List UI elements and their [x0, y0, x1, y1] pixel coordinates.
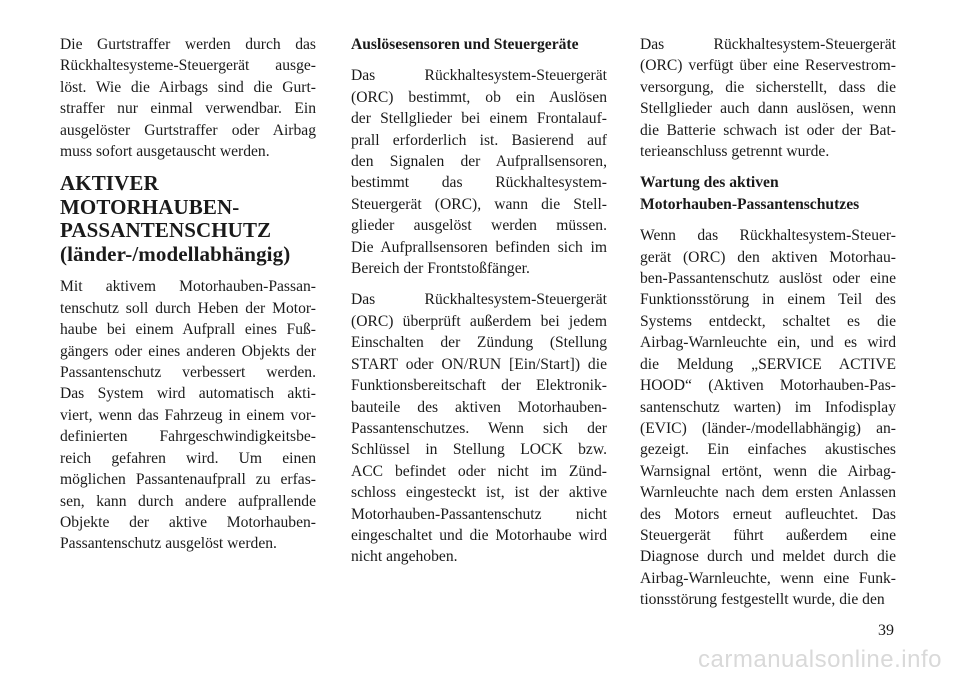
text-line: Einschalten der Zündung (Stellung [351, 334, 607, 352]
text-line: bestimmt das Rückhaltesystem- [351, 174, 607, 192]
text-line: prall erforderlich ist. Basierend auf [351, 131, 607, 149]
text-line: (ORC) verfügt über eine Reservestrom- [640, 57, 896, 75]
intro-paragraph [60, 276, 316, 554]
text-line: Steuergerät führt außerdem eine [640, 526, 896, 544]
text-line: Airbag-Warnleuchte ein, und es wird [640, 334, 896, 352]
text-line: Bereich der Frontstoßfänger. [351, 260, 530, 278]
text-line: der Stellglieder bei einem Frontalauf- [351, 110, 607, 128]
text-line: Die Aufprallsensoren befinden sich im [351, 238, 607, 256]
sensor-paragraph [351, 65, 607, 279]
text-line: Airbag-Warnleuchte, wenn eine Funk- [640, 569, 896, 587]
text-line: straffer nur einmal verwendbar. Ein [60, 100, 316, 118]
text-line: bauteile des aktiven Motorhauben- [351, 398, 607, 416]
text-line: schloss eingesteckt ist, ist der aktive [351, 484, 607, 502]
text-line: haube bei einem Aufprall eines Fuß- [60, 321, 316, 339]
subheading [640, 172, 896, 215]
text-line: Wenn das Rückhaltesystem-Steuer- [640, 227, 896, 245]
text-line: tenschutz soll durch Heben der Motor- [60, 299, 316, 317]
text-line: Mit aktivem Motorhauben-Passan- [60, 278, 316, 296]
text-line: gängers oder eines anderen Objekts der [60, 342, 316, 360]
heading-line: MOTORHAUBEN- [60, 194, 240, 219]
text-line: terieanschluss getrennt wurde. [640, 143, 830, 161]
subheading-line: Wartung des aktiven [640, 174, 779, 192]
subheading [351, 34, 607, 55]
text-line: des Motors erneut aufleuchtet. Das [640, 505, 896, 523]
text-line: möglichen Passantenaufprall zu erfas- [60, 471, 316, 489]
text-line: Objekte der aktive Motorhauben- [60, 513, 316, 531]
check-paragraph [351, 289, 607, 567]
text-line: sen, kann durch andere aufprallende [60, 492, 316, 510]
text-line: Passantenschutz verbessert werden. [60, 364, 316, 382]
text-line: Schlüssel in Stellung LOCK bzw. [351, 441, 607, 459]
maintenance-paragraph [640, 225, 896, 610]
text-line: Das Rückhaltesystem-Steuergerät [640, 36, 896, 53]
text-line: Die Gurtstraffer werden durch das [60, 36, 316, 53]
column-middle [351, 34, 607, 578]
text-line: START oder ON/RUN [Ein/Start]) die [351, 355, 607, 373]
text-line: ACC befindet oder nicht im Zünd- [351, 462, 607, 480]
text-line: (ORC) bestimmt, ob ein Auslösen [351, 88, 607, 106]
text-line: Systems entdeckt, schaltet es die [640, 312, 896, 330]
text-line: Warnleuchte nach dem ersten Anlassen [640, 484, 896, 502]
text-line: Passantenschutz ausgelöst werden. [60, 535, 277, 553]
text-line: löst. Wie die Airbags sind die Gurt- [60, 78, 316, 96]
gurtstraffer-paragraph [60, 34, 316, 162]
text-line: muss sofort ausgetauscht werden. [60, 143, 270, 161]
heading-line: PASSANTENSCHUTZ [60, 218, 272, 243]
text-line: (ORC) überprüft außerdem bei jedem [351, 312, 607, 330]
text-line: ben-Passantenschutz auslöst oder eine [640, 270, 896, 288]
text-line: Rückhaltesysteme-Steuergerät ausge- [60, 57, 316, 75]
text-line: Funktionsbereitschaft der Elektronik- [351, 377, 607, 395]
text-line: Passantenschutzes. Wenn sich der [351, 419, 607, 437]
text-line: Steuergerät (ORC), wann die Stell- [351, 195, 607, 213]
text-line: Stellglieder auch dann auslösen, wenn [640, 100, 896, 118]
text-line: nicht angehoben. [351, 548, 458, 566]
text-line: Diagnose durch und meldet durch die [640, 548, 896, 566]
watermark: carmanualsonline.info [698, 646, 942, 673]
column-right [640, 34, 896, 621]
text-line: reich gefahren wird. Um einen [60, 449, 316, 467]
heading-line: (länder-/modellabhängig) [60, 241, 291, 266]
text-line: gerät (ORC) den aktiven Motorhau- [640, 248, 896, 266]
column-left [60, 34, 316, 565]
text-line: (EVIC) (länder-/modellabhängig) an- [640, 419, 896, 437]
text-line: gezeigt. Ein einfaches akustisches [640, 441, 896, 459]
text-line: Das Rückhaltesystem-Steuergerät [351, 67, 607, 85]
subheading-line: Motorhauben-Passantenschutzes [640, 195, 860, 213]
text-line: Das Rückhaltesystem-Steuergerät [351, 291, 607, 309]
text-line: Das System wird automatisch akti- [60, 385, 316, 403]
text-line: Motorhauben-Passantenschutz nicht [351, 505, 607, 523]
text-line: den Signalen der Aufprallsensoren, [351, 153, 607, 171]
text-line: Warnsignal ertönt, wenn die Airbag- [640, 462, 896, 480]
section-heading [60, 172, 316, 266]
text-line: die Meldung „SERVICE ACTIVE [640, 355, 896, 373]
reserve-power-paragraph [640, 34, 896, 162]
text-line: Funktionsstörung in einem Teil des [640, 291, 896, 309]
text-line: ausgelöster Gurtstraffer oder Airbag [60, 121, 316, 139]
text-line: viert, wenn das Fahrzeug in einem vor- [60, 406, 316, 424]
text-line: eingeschaltet und die Motorhaube wird [351, 526, 607, 544]
text-line: santenschutz warten) im Infodisplay [640, 398, 896, 416]
subheading-line: Auslösesensoren und Steuergeräte [351, 36, 579, 53]
text-line: die Batterie schwach ist oder der Bat- [640, 121, 896, 139]
text-line: glieder ausgelöst werden müssen. [351, 217, 607, 235]
text-line: HOOD“ (Aktiven Motorhauben-Pas- [640, 377, 896, 395]
text-line: versorgung, die sicherstellt, dass die [640, 78, 896, 96]
text-line: definierten Fahrgeschwindigkeitsbe- [60, 428, 316, 446]
text-line: tionsstörung festgestellt wurde, die den [640, 591, 885, 609]
page-number: 39 [878, 622, 894, 639]
heading-line: AKTIVER [60, 171, 159, 196]
